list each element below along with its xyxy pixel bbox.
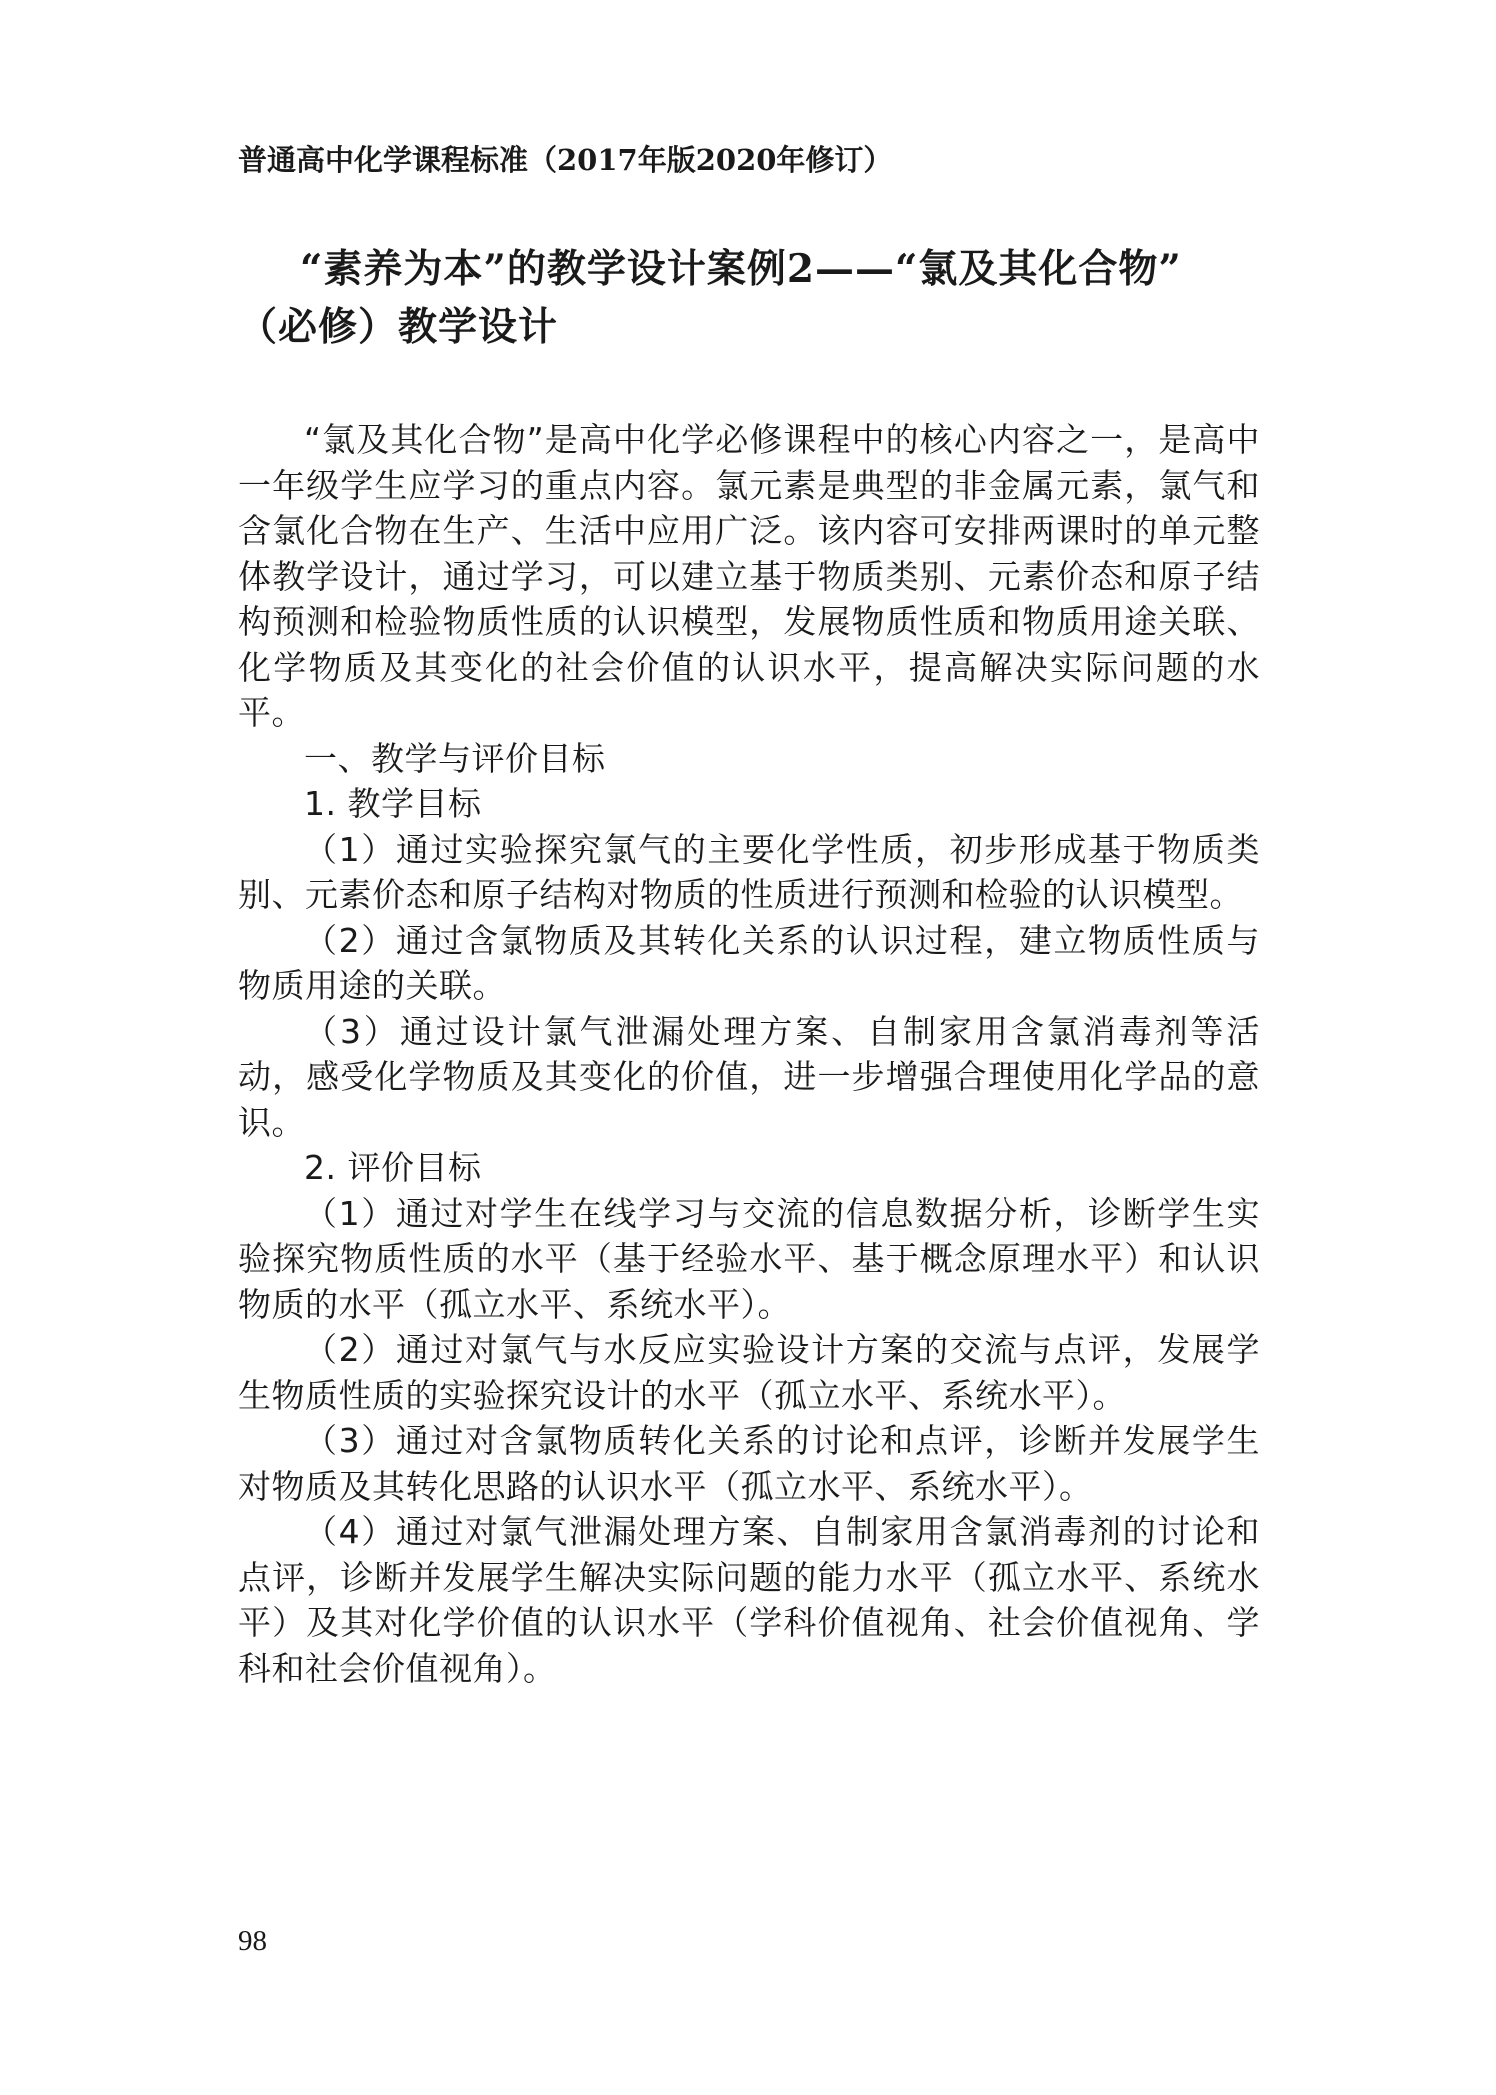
teaching-goal-1: （1）通过实验探究氯气的主要化学性质，初步形成基于物质类别、元素价态和原子结构对物质的性质进行预测和检验的认识模型。 bbox=[238, 829, 1260, 914]
subheading-evaluation-goals: 2. 评价目标 bbox=[304, 1148, 482, 1187]
section-title-line-2: （必修）教学设计 bbox=[238, 304, 559, 350]
teaching-goal-2: （2）通过含氯物质及其转化关系的认识过程，建立物质性质与物质用途的关联。 bbox=[238, 920, 1260, 1005]
heading-teaching-and-evaluation-goals: 一、教学与评价目标 bbox=[304, 738, 606, 778]
page-number: 98 bbox=[238, 1925, 267, 1957]
body-text bbox=[238, 417, 1260, 1691]
subheading-teaching-goals: 1. 教学目标 bbox=[304, 784, 482, 823]
running-header: 普通高中化学课程标准（2017年版2020年修订） bbox=[238, 143, 893, 177]
teaching-goal-3: （3）通过设计氯气泄漏处理方案、自制家用含氯消毒剂等活动，感受化学物质及其变化的价值，进一步增强合理使用化学品的意识。 bbox=[238, 1011, 1260, 1142]
section-title bbox=[238, 240, 1258, 356]
evaluation-goal-1: （1）通过对学生在线学习与交流的信息数据分析，诊断学生实验探究物质性质的水平（基于经验水平、基于概念原理水平）和认识物质的水平（孤立水平、系统水平）。 bbox=[238, 1193, 1260, 1324]
section-title-line-1: “素养为本”的教学设计案例2——“氯及其化合物” bbox=[300, 246, 1182, 292]
evaluation-goal-3: （3）通过对含氯物质转化关系的讨论和点评，诊断并发展学生对物质及其转化思路的认识水平（孤立水平、系统水平）。 bbox=[238, 1421, 1260, 1506]
intro-paragraph: “氯及其化合物”是高中化学必修课程中的核心内容之一，是高中一年级学生应学习的重点内容。氯元素是典型的非金属元素，氯气和含氯化合物在生产、生活中应用广泛。该内容可安排两课时的单元整体教学设计，通过学习，可以建立基于物质类别、元素价态和原子结构预测和检验物质性质的认识模型，发展物质性质和物质用途关联、化学物质及其变化的社会价值的认识水平，提高解决实际问题的水平。 bbox=[238, 420, 1260, 732]
evaluation-goal-4: （4）通过对氯气泄漏处理方案、自制家用含氯消毒剂的讨论和点评，诊断并发展学生解决实际问题的能力水平（孤立水平、系统水平）及其对化学价值的认识水平（学科价值视角、社会价值视角、学科和社会价值视角）。 bbox=[238, 1512, 1260, 1688]
evaluation-goal-2: （2）通过对氯气与水反应实验设计方案的交流与点评，发展学生物质性质的实验探究设计的水平（孤立水平、系统水平）。 bbox=[238, 1330, 1260, 1415]
